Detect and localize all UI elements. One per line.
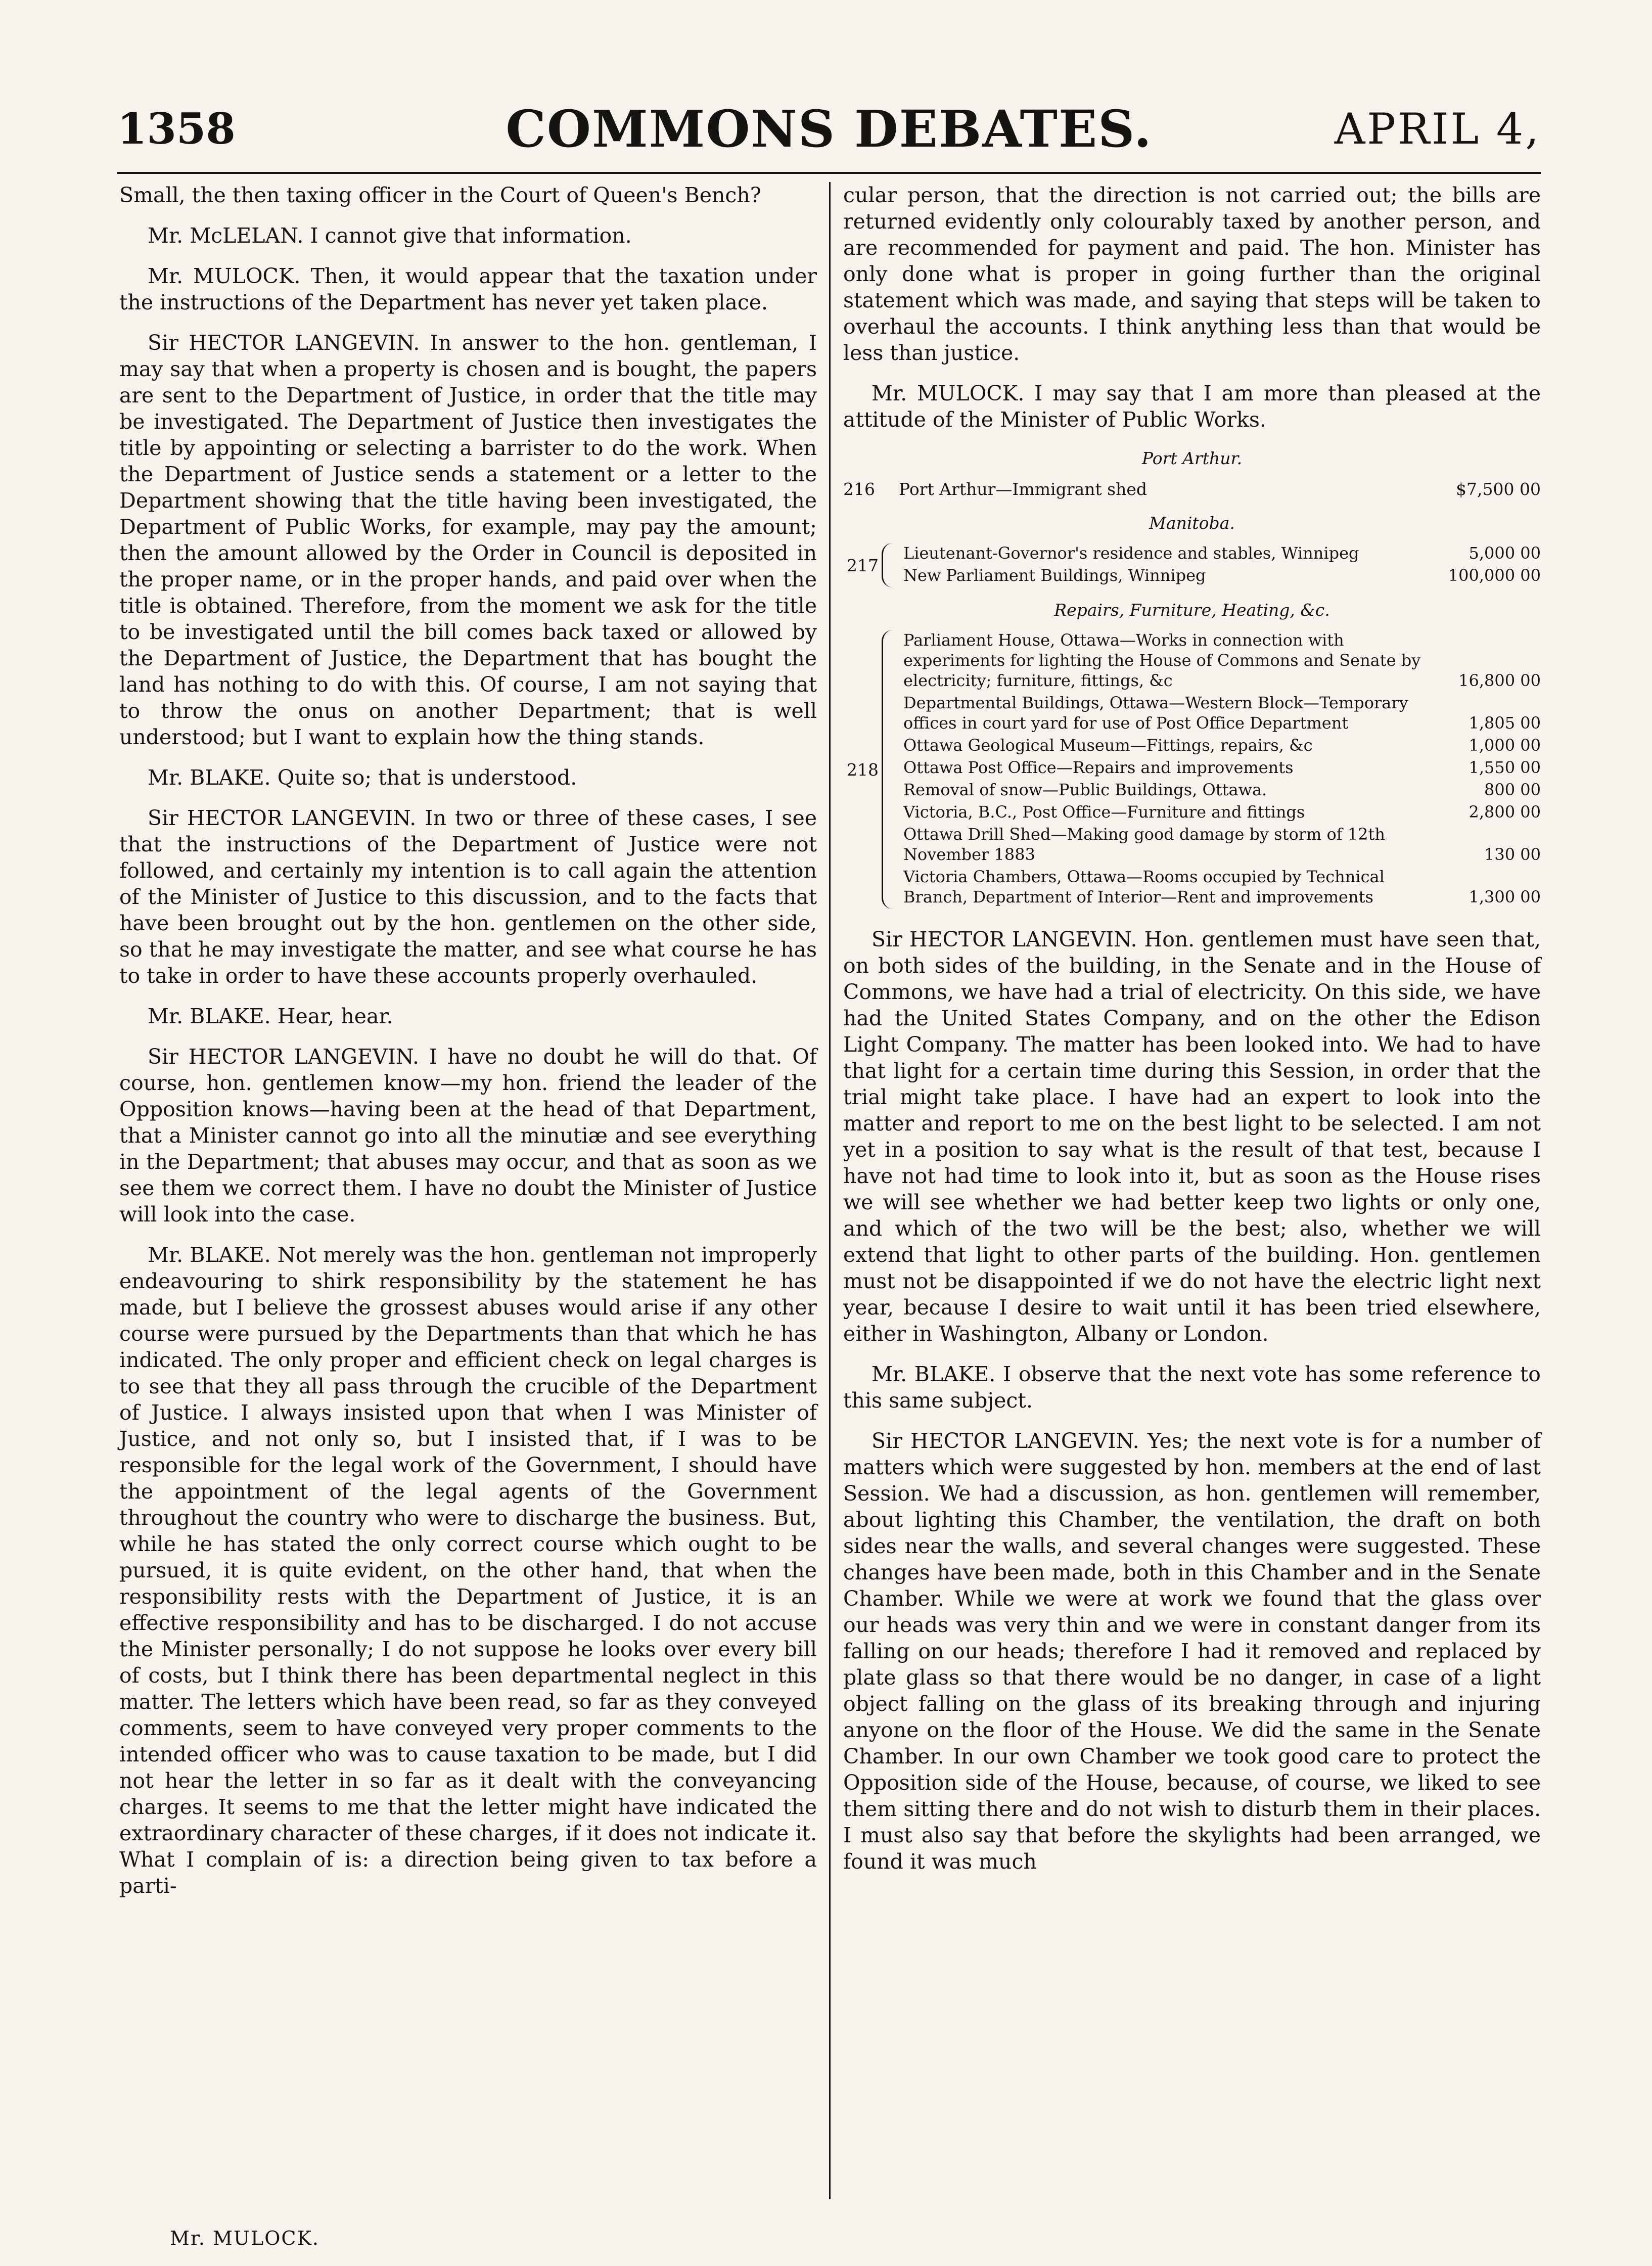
paragraph: Sir HECTOR LANGEVIN. In two or three of these cases, I see that the instructions of the Department of Justice were not followed, and certainly my intention is to call again the attention of the Minister of Justice to this discussion, and to the facts that have been brought out by the hon. gentlemen on the other side, so that he may investigate the matter, and see what course he has to take in order to have these accounts properly overhauled. — [119, 806, 817, 988]
estimate-item: Departmental Buildings, Ottawa—Western Block—Temporary offices in court yard for use of Post Office Department — [903, 693, 1408, 733]
estimate-item: Lieutenant-Governor's residence and stables, Winnipeg — [903, 543, 1359, 563]
estimate-item: Victoria, B.C., Post Office—Furniture and fittings — [903, 802, 1305, 822]
footer-catchword: Mr. MULOCK. — [170, 2227, 319, 2249]
estimate-row — [903, 824, 1541, 865]
estimate-row — [903, 543, 1541, 563]
estimate-row — [903, 867, 1541, 907]
brace — [882, 543, 898, 587]
estimate-amount: 130 00 — [1484, 845, 1541, 864]
estimate-item: Removal of snow—Public Buildings, Ottawa. — [903, 780, 1267, 799]
paragraph: Mr. McLELAN. I cannot give that information. — [148, 223, 632, 248]
paragraph: Small, the then taxing officer in the Court of Queen's Bench? — [119, 183, 761, 207]
estimate-item: Parliament House, Ottawa—Works in connection with experiments for lighting the House of Commons and Senate by electricity; furniture, fittings, &c — [903, 630, 1421, 690]
estimate-amount: 1,000 00 — [1469, 736, 1541, 755]
estimate-amount: 100,000 00 — [1448, 566, 1541, 585]
estimate-row — [903, 565, 1541, 585]
estimate-row — [903, 802, 1541, 822]
estimate-item: New Parliament Buildings, Winnipeg — [903, 566, 1206, 585]
estimate-group — [843, 543, 1541, 587]
estimate-item: Victoria Chambers, Ottawa—Rooms occupied by Technical Branch, Department of Interior—Rent and improvements — [903, 867, 1385, 907]
estimate-row — [843, 478, 1541, 501]
paragraph: Mr. BLAKE. Not merely was the hon. gentleman not improperly endeavouring to shirk responsibility by the statement he has made, but I believe the grossest abuses would arise if any other course were pursued by the Departments than that which he has indicated. The only proper and efficient check on legal charges is to see that they all pass through the crucible of the Department of Justice. I always insisted upon that when I was Minister of Justice, and not only so, but I insisted that, if I was to be responsible for the legal work of the Government, I should have the appointment of the legal agents of the Government throughout the country who were to discharge the business. But, while he has stated the only correct course which ought to be pursued, it is quite evident, on the other hand, that when the responsibility rests with the Department of Justice, it is an effective responsibility and has to be discharged. I do not accuse the Minister personally; I do not suppose he looks over every bill of costs, but I think there has been departmental neglect in this matter. The letters which have been read, so far as they conveyed comments, seem to have conveyed very proper comments to the intended officer who was to cause taxation to be made, but I did not hear the letter in so far as it dealt with the conveyancing charges. It seems to me that the letter might have indicated the extraordinary character of these charges, if it does not indicate it. What I complain of is: a direction being given to tax before a parti- — [119, 1243, 817, 1898]
column-rule — [829, 182, 831, 2199]
estimates-heading: Manitoba. — [1149, 513, 1235, 533]
page-header — [117, 101, 1541, 162]
estimate-amount: 16,800 00 — [1458, 671, 1541, 690]
estimate-amount: 1,300 00 — [1469, 887, 1541, 907]
paragraph: Mr. BLAKE. I observe that the next vote has some reference to this same subject. — [843, 1362, 1541, 1413]
estimate-amount: 800 00 — [1484, 780, 1541, 799]
estimate-amount: 2,800 00 — [1469, 802, 1541, 822]
paragraph: Sir HECTOR LANGEVIN. In answer to the hon. gentleman, I may say that when a property is chosen and is bought, the papers are sent to the Department of Justice, in order that the title may be investigated. The Department of Justice then investigates the title by appointing or selecting a barrister to do the work. When the Department of Justice sends a statement or a letter to the Department showing that the title having been investigated, the Department of Public Works, for example, may pay the amount; then the amount allowed by the Order in Council is deposited in the proper name, or in the proper hands, and paid over when the title is obtained. Therefore, from the moment we ask for the title to be investigated until the bill comes back taxed or allowed by the Department of Justice, the Department that has bought the land has nothing to do with this. Of course, I am not saying that to throw the onus on another Department; that is well understood; but I want to explain how the thing stands. — [119, 331, 817, 749]
paragraph: cular person, that the direction is not carried out; the bills are returned evidently only colourably taxed by another person, and are recommended for payment and paid. The hon. Minister has only done what is proper in going further than the original statement which was made, and saying that steps will be taken to overhaul the accounts. I think anything less than that would be less than justice. — [843, 183, 1541, 365]
estimate-item: Ottawa Geological Museum—Fittings, repairs, &c — [903, 736, 1313, 755]
paragraph: Sir HECTOR LANGEVIN. Yes; the next vote is for a number of matters which were suggested by hon. members at the end of last Session. We had a discussion, as hon. gentlemen will remember, about lighting this Chamber, the ventilation, the draft on both sides near the walls, and several changes were suggested. These changes have been made, both in this Chamber and in the Senate Chamber. While we were at work we found that the glass over our heads was very thin and we were in constant danger from its falling on our heads; therefore I had it removed and replaced by plate glass so that there would be no danger, in case of a light object falling on the glass of its breaking through and injuring anyone on the floor of the House. We did the same in the Senate Chamber. In our own Chamber we took good care to protect the Opposition side of the House, because, of course, we liked to see them sitting there and do not wish to disturb them in their places. I must also say that before the skylights had been arranged, we found it was much — [843, 1429, 1541, 1874]
right-column — [843, 182, 1541, 1889]
publication-title: COMMONS DEBATES. — [506, 99, 1153, 159]
left-column — [119, 182, 817, 1913]
estimates-table — [843, 447, 1541, 909]
header-date: APRIL 4, — [1334, 104, 1541, 154]
vote-number: 216 — [843, 479, 875, 499]
paragraph: Mr. MULOCK. I may say that I am more than pleased at the attitude of the Minister of Public Works. — [843, 381, 1541, 432]
estimate-item: Ottawa Post Office—Repairs and improvements — [903, 758, 1294, 777]
paragraph: Mr. MULOCK. Then, it would appear that the taxation under the instructions of the Department has never yet taken place. — [119, 264, 817, 314]
estimate-amount: 5,000 00 — [1469, 543, 1541, 563]
estimates-heading: Repairs, Furniture, Heating, &c. — [1054, 600, 1330, 620]
vote-number: 218 — [847, 759, 879, 780]
paragraph: Sir HECTOR LANGEVIN. I have no doubt he will do that. Of course, hon. gentlemen know—my hon. friend the leader of the Opposition knows—having been at the head of that Department, that a Minister cannot go into all the minutiæ and see everything in the Department; that abuses may occur, and that as soon as we see them we correct them. I have no doubt the Minister of Justice will look into the case. — [119, 1045, 817, 1227]
estimate-amount: $7,500 00 — [1456, 479, 1541, 499]
estimate-row — [903, 693, 1541, 733]
vote-number: 217 — [847, 555, 879, 575]
estimate-amount: 1,550 00 — [1469, 758, 1541, 777]
estimates-heading: Port Arthur. — [1141, 448, 1243, 468]
estimate-row — [903, 630, 1541, 691]
estimate-item: Port Arthur—Immigrant shed — [899, 479, 1148, 499]
page-number: 1358 — [117, 104, 236, 154]
brace — [882, 630, 898, 909]
header-rule — [117, 172, 1541, 174]
paragraph: Sir HECTOR LANGEVIN. Hon. gentlemen must have seen that, on both sides of the building, in the Senate and in the House of Commons, we have had a trial of electricity. On this side, we have had the United States Company, and on the other the Edison Light Company. The matter has been looked into. We had to have that light for a certain time during this Session, in order that the trial might take place. I have had an expert to look into the matter and report to me on the best light to be selected. I am not yet in a position to say what is the result of that test, because I have not had time to look into it, but as soon as the House rises we will see whether we had better keep two lights or only one, and which of the two will be the best; also, whether we will extend that light to other parts of the building. Hon. gentlemen must not be disappointed if we do not have the electric light next year, because I desire to wait until it has been tried elsewhere, either in Washington, Albany or London. — [843, 927, 1541, 1346]
estimate-amount: 1,805 00 — [1469, 713, 1541, 733]
estimate-item: Ottawa Drill Shed—Making good damage by storm of 12th November 1883 — [903, 825, 1385, 864]
estimate-row — [903, 735, 1541, 755]
paragraph: Mr. BLAKE. Quite so; that is understood. — [148, 765, 577, 790]
estimate-row — [903, 780, 1541, 800]
estimate-row — [903, 757, 1541, 778]
estimate-group — [843, 630, 1541, 909]
paragraph: Mr. BLAKE. Hear, hear. — [148, 1004, 393, 1028]
